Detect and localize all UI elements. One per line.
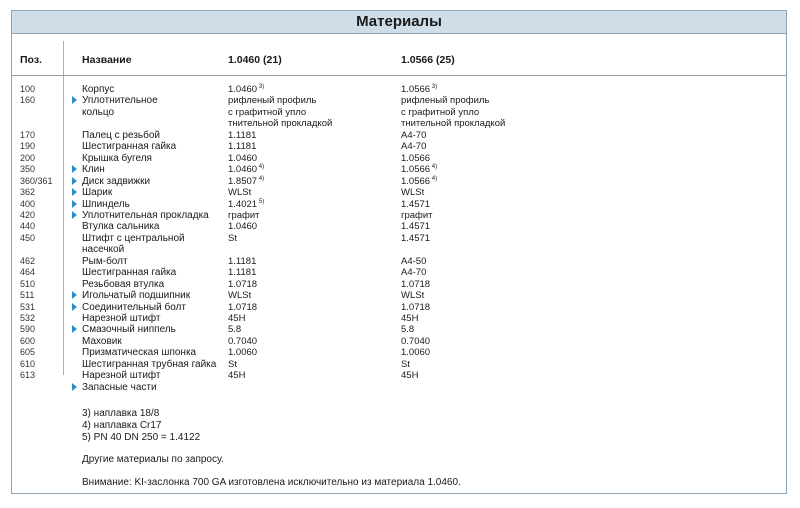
material-value: 1.1181 [228,267,257,279]
row-pos: 190 [20,141,36,152]
material-value: St [228,232,237,244]
row-pos: 605 [20,347,36,358]
material-value: 1.0460 [228,221,258,233]
attention-note: Внимание: KI-заслонка 700 GA изготовлена исключительно из материала 1.0460. [82,477,461,488]
row-name: Уплотнительная прокладка [82,209,209,221]
other-materials-note: Другие материалы по запросу. [82,454,224,465]
material-value: 1.0718 [228,301,258,313]
row-material-b [401,221,571,232]
row-pos: 440 [20,221,36,232]
row-name: Втулка сальника [82,221,160,233]
material-value: 1.4021 [228,198,258,210]
table-row [12,187,786,198]
row-pos: 531 [20,301,36,312]
row-material-b [401,302,571,313]
row-material-b [401,336,571,347]
row-pos: 350 [20,164,36,175]
row-material-a [228,290,398,301]
row-pos: 160 [20,95,36,106]
material-value: 5.8 [228,324,242,336]
row-material-a [228,370,398,381]
material-value: рифленый профиль с графитной упло тнительной прокладкой [401,95,506,130]
material-value: A4-70 [401,129,427,141]
row-material-a [228,313,398,324]
header-material-b: 1.0566 (25) [401,54,455,66]
row-pos: 420 [20,209,36,220]
header-rule [12,75,786,76]
spare-part-arrow-icon [72,177,77,185]
row-material-a [228,221,398,232]
table-row [12,324,786,335]
material-value: A4-50 [401,255,427,267]
table-row [12,153,786,164]
row-material-a [228,359,398,370]
material-value: 5.8 [401,324,415,336]
header-material-a: 1.0460 (21) [228,54,282,66]
row-material-b [401,176,571,187]
material-value: 1.0718 [401,301,431,313]
row-material-b [401,279,571,290]
row-pos: 511 [20,290,35,301]
row-name: Палец с резьбой [82,129,161,141]
materials-panel [11,10,787,494]
row-pos: 600 [20,335,36,346]
table-row [12,233,786,256]
row-material-b [401,370,571,381]
material-value: 1.4571 [401,198,431,210]
material-value: графит [401,209,433,221]
table-row [12,176,786,187]
row-name: Штифт с центральной насечкой [82,232,185,256]
row-material-a [228,336,398,347]
row-name: Резьбовая втулка [82,278,165,290]
row-name: Клин [82,164,105,176]
row-name: Маховик [82,335,122,347]
row-material-a [228,84,398,95]
row-material-a [228,256,398,267]
table-row [12,141,786,152]
row-name: Смазочный ниппель [82,324,176,336]
footnote-ref: 5) [257,198,265,205]
row-material-a [228,187,398,198]
material-value: 1.0060 [228,347,258,359]
footnote-5: 5) PN 40 DN 250 = 1.4122 [82,432,201,443]
row-material-b [401,141,571,152]
row-material-b [401,84,571,95]
material-value: 45H [401,313,419,324]
material-value: 1.4571 [401,232,431,244]
row-material-a [228,95,398,129]
material-value: 1.0566 [401,84,431,95]
row-material-b [401,256,571,267]
row-pos: 590 [20,324,36,335]
material-value: WLSt [401,290,425,302]
footnote-ref: 4) [257,175,265,182]
material-value: 1.1181 [228,129,257,141]
row-material-b [401,187,571,198]
row-name: Корпус [82,84,115,95]
row-name: Уплотнительное кольцо [82,95,158,118]
row-name: Призматическая шпонка [82,347,197,359]
material-value: 1.4571 [401,221,431,233]
row-name: Шпиндель [82,198,130,210]
footnote-4: 4) наплавка Cr17 [82,420,162,431]
row-name: Нарезной штифт [82,313,161,324]
row-pos: 362 [20,187,36,198]
row-material-b [401,95,571,129]
table-row [12,313,786,324]
spare-parts-arrow-icon [72,383,77,391]
row-material-b [401,313,571,324]
table-row [12,210,786,221]
row-material-b [401,233,571,244]
spare-part-arrow-icon [72,188,77,196]
table-row [12,359,786,370]
row-material-a [228,164,398,175]
row-name: Нарезной штифт [82,370,161,382]
row-pos: 532 [20,313,36,323]
material-value: A4-70 [401,141,427,153]
table-row [12,199,786,210]
footnote-ref: 4) [257,164,265,171]
row-pos: 100 [20,84,36,94]
row-pos: 510 [20,278,36,289]
spare-parts-legend: Запасные части [82,382,157,393]
table-row [12,279,786,290]
material-value: 1.0460 [228,152,258,164]
row-pos: 464 [20,267,36,278]
spare-part-arrow-icon [72,325,77,333]
row-material-a [228,302,398,313]
row-material-a [228,176,398,187]
row-pos: 450 [20,232,36,243]
material-value: WLSt [228,290,252,302]
material-value: 1.0060 [401,347,431,359]
material-value: графит [228,209,260,221]
table-row [12,267,786,278]
material-value: St [228,358,237,370]
spare-part-arrow-icon [72,303,77,311]
table-row [12,347,786,358]
material-value: St [401,358,410,370]
table-row [12,164,786,175]
spare-part-arrow-icon [72,200,77,208]
table-row [12,370,786,381]
material-value: 45H [228,370,246,382]
footnote-ref: 3) [257,84,265,90]
row-material-b [401,210,571,221]
row-name: Шестигранная трубная гайка [82,358,217,370]
row-material-a [228,279,398,290]
footnote-ref: 3) [430,84,438,90]
row-name: Крышка бугеля [82,152,152,164]
table-row [12,84,786,95]
spare-part-arrow-icon [72,165,77,173]
material-value: WLSt [228,187,252,199]
row-material-b [401,130,571,141]
row-pos: 360/361 [20,175,53,186]
table-row [12,336,786,347]
material-value: 1.0718 [401,278,431,290]
row-material-a [228,347,398,358]
row-name: Шестигранная гайка [82,141,177,153]
row-material-b [401,153,571,164]
row-material-b [401,359,571,370]
material-value: 1.0718 [228,278,258,290]
spare-part-arrow-icon [72,211,77,219]
row-pos: 400 [20,198,36,209]
row-name: Игольчатый подшипник [82,290,191,302]
table-row [12,302,786,313]
row-material-a [228,267,398,278]
row-material-a [228,199,398,210]
row-name: Шестигранная гайка [82,267,177,279]
footnote-ref: 4) [430,164,438,171]
row-material-b [401,290,571,301]
material-value: 1.1181 [228,141,257,153]
material-value: A4-70 [401,267,427,279]
row-material-b [401,267,571,278]
footnote-ref: 4) [430,175,438,182]
material-value: 45H [228,313,246,324]
row-pos: 200 [20,152,36,163]
material-value: рифленый профиль с графитной упло тнительной прокладкой [228,95,333,130]
material-value: 1.8507 [228,175,258,187]
row-material-b [401,164,571,175]
row-material-b [401,347,571,358]
row-material-b [401,324,571,335]
row-material-a [228,141,398,152]
row-material-a [228,130,398,141]
table-row [12,256,786,267]
row-pos: 613 [20,370,36,381]
material-value: 0.7040 [401,335,431,347]
spare-part-arrow-icon [72,291,77,299]
row-name: Диск задвижки [82,175,151,187]
row-material-a [228,210,398,221]
material-value: 1.0566 [401,175,431,187]
material-value: 1.0460 [228,84,258,95]
spare-part-arrow-icon [72,96,77,104]
row-pos: 170 [20,129,36,140]
header-pos: Поз. [20,54,42,66]
material-value: 45H [401,370,419,382]
material-value: 1.0566 [401,164,431,176]
material-value: 0.7040 [228,335,258,347]
row-pos: 610 [20,358,36,369]
material-value: 1.0566 [401,152,431,164]
row-material-a [228,153,398,164]
material-value: WLSt [401,187,425,199]
footnote-3: 3) наплавка 18/8 [82,408,160,419]
row-name: Рым-болт [82,255,128,267]
header-name: Название [82,54,132,66]
row-material-a [228,324,398,335]
row-pos: 462 [20,255,36,266]
table-row [12,95,786,129]
material-value: 1.1181 [228,255,257,267]
table-row [12,221,786,232]
table-row [12,290,786,301]
row-material-b [401,199,571,210]
row-name: Соединительный болт [82,301,186,313]
row-name: Шарик [82,187,113,199]
panel-title: Материалы [12,11,786,34]
row-material-a [228,233,398,244]
material-value: 1.0460 [228,164,258,176]
table-row [12,130,786,141]
